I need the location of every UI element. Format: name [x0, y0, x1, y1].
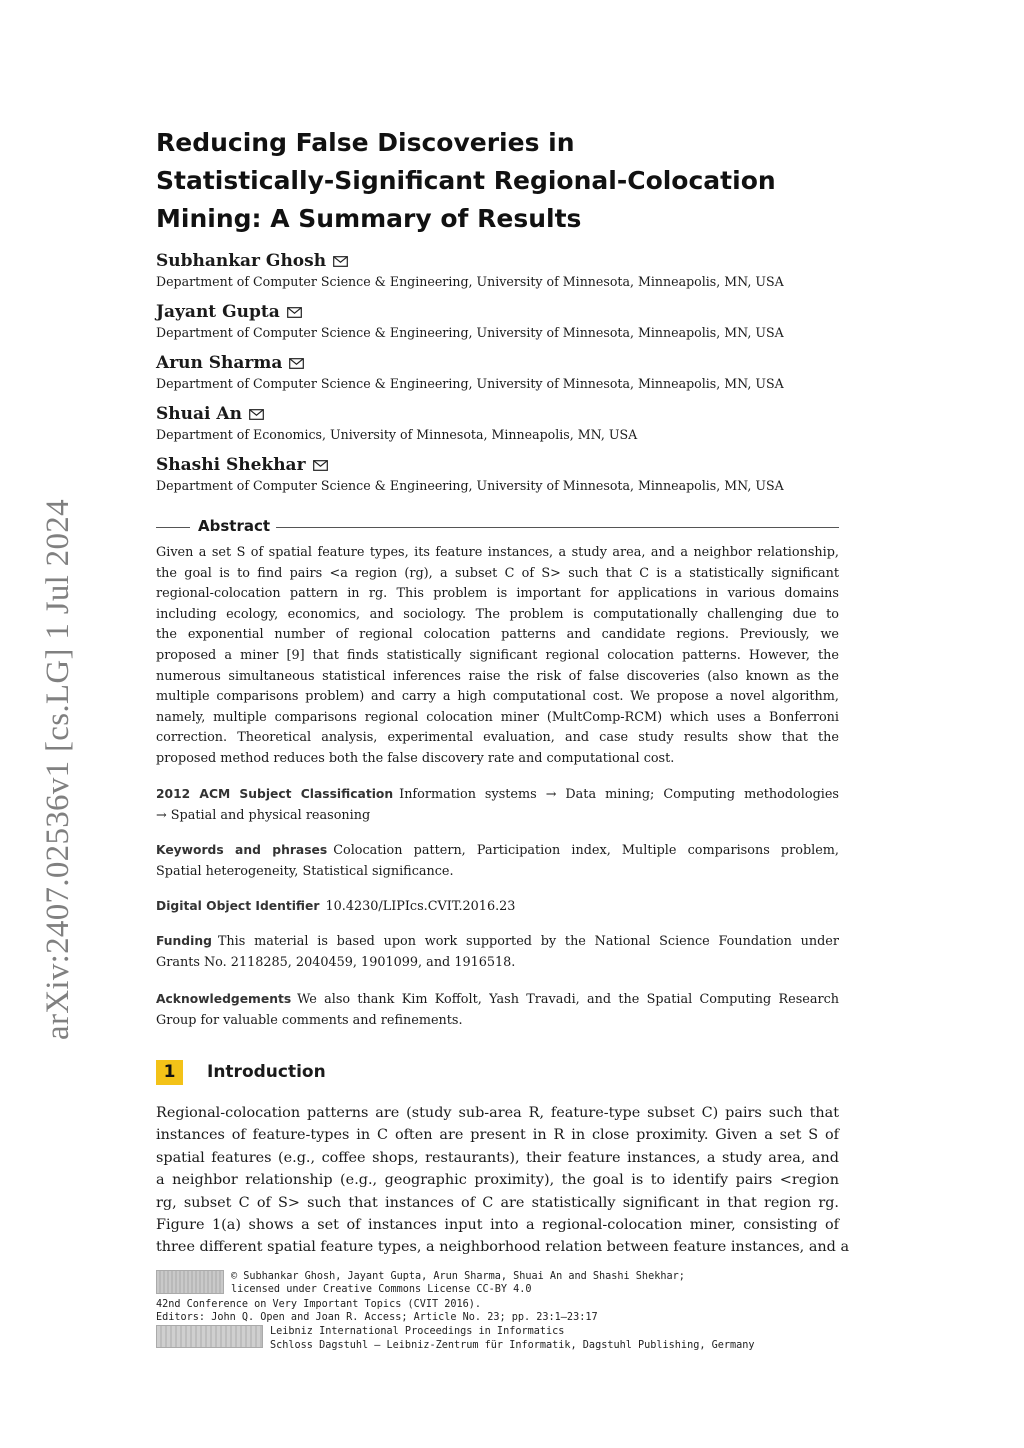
- intro-line: a neighbor relationship (e.g., geographic proximity), the goal is to identify pairs <region: [156, 1172, 839, 1189]
- abstract-body: [156, 543, 839, 770]
- keywords: [156, 840, 839, 882]
- cc-license-logo: [156, 1270, 224, 1294]
- author-name-text: Arun Sharma: [156, 353, 283, 373]
- envelope-icon[interactable]: [313, 460, 328, 471]
- abstract-line: Given a set S of spatial feature types, its feature instances, a study area, and a neighbor relationship,: [156, 545, 839, 560]
- funding-text: Grants No. 2118285, 2040459, 1901099, and 1916518.: [156, 955, 516, 970]
- section-heading: [156, 1059, 326, 1085]
- intro-line: rg, subset C of S> such that instances of C are statistically significant in that region rg.: [156, 1194, 839, 1211]
- envelope-icon[interactable]: [333, 256, 348, 267]
- author-name-text: Shashi Shekhar: [156, 455, 306, 475]
- acm-text: Information systems → Data mining; Computing methodologies: [399, 787, 839, 802]
- abstract-line: including ecology, economics, and sociology. The problem is computationally challenging due to: [156, 606, 839, 622]
- intro-line: instances of feature-types in C often are present in R in close proximity. Given a set S of: [156, 1127, 839, 1144]
- lipics-logo: [156, 1325, 263, 1348]
- arxiv-side-stamp: arXiv:2407.02536v1 [cs.LG] 1 Jul 2024: [40, 499, 76, 1040]
- title-line: Statistically-Significant Regional-Colocation: [156, 166, 776, 195]
- introduction-paragraph: [156, 1102, 850, 1259]
- intro-line: three different spatial feature types, a neighborhood relation between feature instances, and a: [156, 1239, 850, 1256]
- abstract-header: [156, 516, 839, 538]
- author-name: [156, 301, 856, 323]
- doi: [156, 896, 839, 917]
- abstract-line: multiple comparisons problem) and carry a high computational cost. We propose a novel algorithm,: [156, 689, 839, 705]
- author-block: [156, 454, 856, 495]
- envelope-icon[interactable]: [287, 307, 302, 318]
- paper-title: [156, 124, 839, 238]
- abstract-line: the exponential number of regional colocation patterns and candidate regions. Previously, we: [156, 627, 839, 643]
- abstract-line: the goal is to find pairs <a region (rg), a subset C of S> such that C is a statistically significant: [156, 565, 839, 581]
- author-block: [156, 301, 856, 342]
- abstract-heading: Abstract: [198, 517, 271, 535]
- doi-link[interactable]: 10.4230/LIPIcs.CVIT.2016.23: [325, 899, 516, 914]
- author-affiliation: Department of Computer Science & Engineering, University of Minnesota, Minneapolis, MN, USA: [156, 376, 784, 391]
- intro-line: Figure 1(a) shows a set of instances input into a regional-colocation miner, consisting of: [156, 1217, 839, 1234]
- funding-label: Funding: [156, 934, 212, 948]
- keywords-text: Spatial heterogeneity, Statistical significance.: [156, 864, 454, 879]
- author-affiliation: Department of Economics, University of Minnesota, Minneapolis, MN, USA: [156, 427, 638, 442]
- acm-label: 2012 ACM Subject Classification: [156, 787, 394, 801]
- envelope-icon[interactable]: [249, 409, 264, 420]
- abstract-line: correction. Theoretical analysis, experimental evaluation, and case study results show that the: [156, 730, 839, 746]
- divider: [276, 527, 839, 528]
- divider: [156, 527, 190, 528]
- abstract-line: namely, multiple comparisons regional colocation miner (MultComp-RCM) which uses a Bonferroni: [156, 709, 839, 725]
- intro-line: Regional-colocation patterns are (study sub-area R, feature-type subset C) pairs such that: [156, 1105, 839, 1121]
- author-block: [156, 403, 856, 444]
- license-line: licensed under Creative Commons License CC-BY 4.0: [231, 1284, 532, 1295]
- publisher-line: Schloss Dagstuhl – Leibniz-Zentrum für Informatik, Dagstuhl Publishing, Germany: [270, 1340, 755, 1351]
- keywords-text: Colocation pattern, Participation index, Multiple comparisons problem,: [333, 843, 840, 858]
- section-number-badge: 1: [156, 1060, 183, 1085]
- abstract-line: numerous simultaneous statistical inferences raise the risk of false discoveries (also known as the: [156, 668, 839, 684]
- abstract-line: proposed method reduces both the false discovery rate and computational cost.: [156, 750, 675, 766]
- title-line: Mining: A Summary of Results: [156, 204, 582, 233]
- conference-line: 42nd Conference on Very Important Topics (CVIT 2016).: [156, 1299, 482, 1310]
- section-title: Introduction: [207, 1062, 326, 1082]
- author-affiliation: Department of Computer Science & Engineering, University of Minnesota, Minneapolis, MN, USA: [156, 274, 784, 289]
- editors-line: Editors: John Q. Open and Joan R. Access; Article No. 23; pp. 23:1–23:17: [156, 1312, 598, 1323]
- intro-line: spatial features (e.g., coffee shops, restaurants), their feature instances, a study area, and: [156, 1149, 839, 1166]
- acknowledgements-text: We also thank Kim Koffolt, Yash Travadi, and the Spatial Computing Research: [297, 992, 839, 1007]
- acm-text: → Spatial and physical reasoning: [156, 808, 371, 823]
- author-name: [156, 352, 856, 374]
- acm-classification: [156, 784, 839, 826]
- abstract-line: regional-colocation pattern in rg. This problem is important for applications in various domains: [156, 586, 839, 602]
- acknowledgements-label: Acknowledgements: [156, 992, 292, 1006]
- author-name-text: Shuai An: [156, 404, 242, 424]
- author-affiliation: Department of Computer Science & Engineering, University of Minnesota, Minneapolis, MN, USA: [156, 325, 784, 340]
- author-name-text: Jayant Gupta: [156, 302, 280, 322]
- title-line: Reducing False Discoveries in: [156, 128, 575, 157]
- author-name: [156, 250, 856, 272]
- series-line: Leibniz International Proceedings in Informatics: [270, 1326, 565, 1337]
- envelope-icon[interactable]: [289, 358, 304, 369]
- author-name: [156, 403, 856, 425]
- doi-label: Digital Object Identifier: [156, 899, 320, 913]
- abstract-line: proposed a miner [9] that finds statistically significant regional colocation patterns. However, the: [156, 647, 839, 663]
- funding: [156, 931, 839, 973]
- acknowledgements: [156, 989, 839, 1031]
- acknowledgements-text: Group for valuable comments and refinements.: [156, 1013, 463, 1028]
- author-name: [156, 454, 856, 476]
- author-affiliation: Department of Computer Science & Engineering, University of Minnesota, Minneapolis, MN, USA: [156, 478, 784, 493]
- author-block: [156, 250, 856, 291]
- copyright-line: © Subhankar Ghosh, Jayant Gupta, Arun Sharma, Shuai An and Shashi Shekhar;: [231, 1271, 685, 1282]
- author-name-text: Subhankar Ghosh: [156, 251, 327, 271]
- funding-text: This material is based upon work supported by the National Science Foundation under: [217, 934, 839, 949]
- author-block: [156, 352, 856, 393]
- keywords-label: Keywords and phrases: [156, 843, 328, 857]
